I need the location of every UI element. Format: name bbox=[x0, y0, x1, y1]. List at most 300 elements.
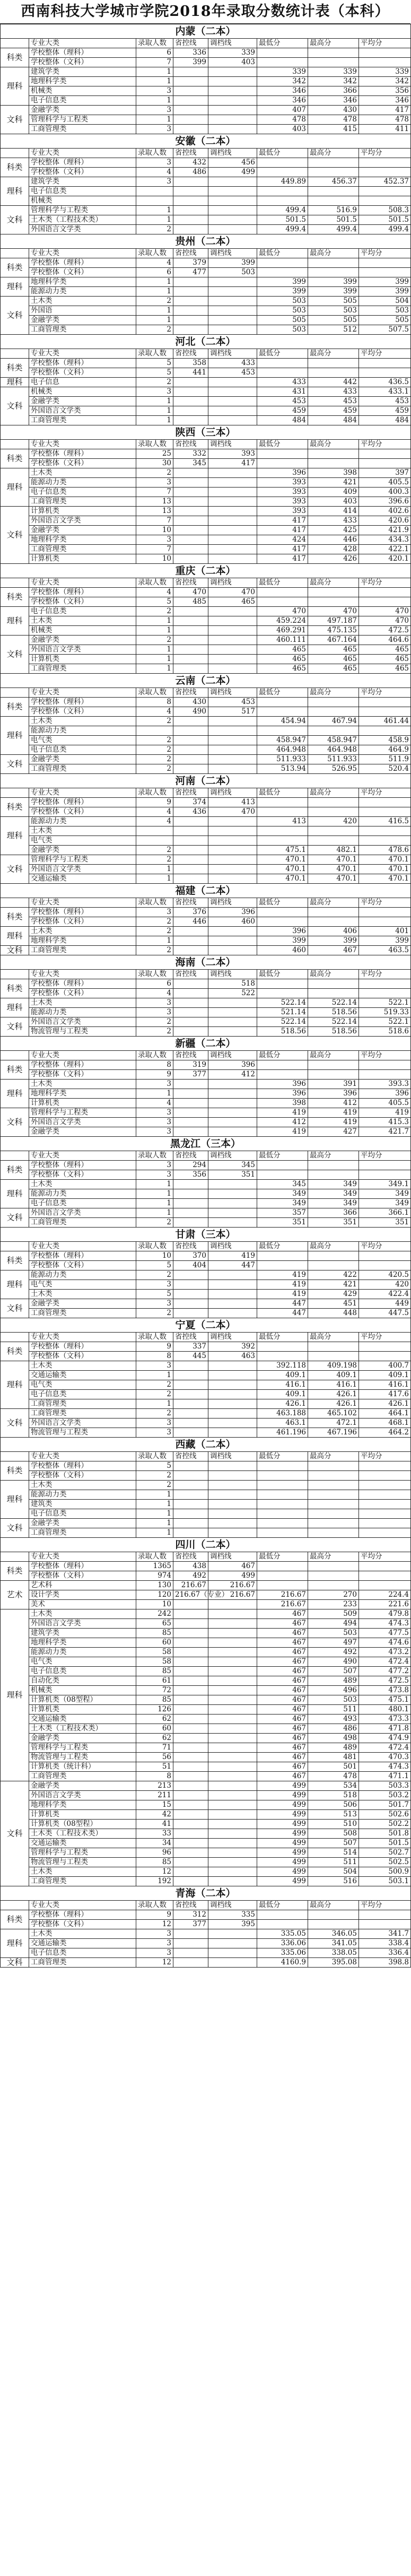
value-cell: 470 bbox=[308, 607, 359, 616]
value-cell: 398.8 bbox=[359, 1958, 411, 1968]
value-cell: 351 bbox=[359, 1218, 411, 1228]
value-cell: 471.1 bbox=[359, 1772, 411, 1781]
value-cell: 339 bbox=[257, 67, 308, 77]
category-cell: 科类 bbox=[1, 158, 29, 177]
column-header: 最低分 bbox=[257, 1151, 308, 1161]
table-row bbox=[1, 526, 411, 535]
column-header: 录取人数 bbox=[136, 788, 173, 798]
major-name-cell: 计算机类 bbox=[29, 507, 136, 516]
value-cell: 411 bbox=[359, 125, 411, 134]
value-cell bbox=[136, 726, 173, 736]
value-cell: 393.3 bbox=[359, 1080, 411, 1089]
value-cell: 504 bbox=[308, 1867, 359, 1877]
value-cell: 475.135 bbox=[308, 626, 359, 636]
value-cell: 422 bbox=[308, 1270, 359, 1280]
value-cell: 342 bbox=[257, 77, 308, 86]
value-cell: 9 bbox=[136, 798, 173, 807]
column-header: 省控线 bbox=[173, 970, 208, 979]
table-row bbox=[1, 946, 411, 955]
value-cell: 213 bbox=[136, 1781, 173, 1791]
value-cell: 216.67 bbox=[208, 1590, 257, 1600]
value-cell: 453 bbox=[208, 368, 257, 378]
value-cell bbox=[208, 1676, 257, 1686]
value-cell bbox=[173, 1958, 208, 1968]
major-name-cell: 电子信息类 bbox=[29, 1948, 136, 1958]
value-cell bbox=[257, 1920, 308, 1929]
major-name-cell: 物流管理与工程类 bbox=[29, 1027, 136, 1037]
value-cell bbox=[173, 1399, 208, 1409]
major-name-cell: 工商管理类 bbox=[29, 1309, 136, 1318]
major-name-cell: 计算机类（统计科） bbox=[29, 1762, 136, 1772]
value-cell: 453 bbox=[308, 397, 359, 406]
value-cell bbox=[257, 698, 308, 707]
value-cell bbox=[173, 1705, 208, 1715]
table-row bbox=[1, 798, 411, 807]
column-header: 平均分 bbox=[359, 249, 411, 258]
value-cell bbox=[208, 1309, 257, 1318]
value-cell bbox=[208, 554, 257, 564]
major-name-cell: 电子信息类 bbox=[29, 187, 136, 196]
value-cell: 460.111 bbox=[257, 636, 308, 645]
column-header: 省控线 bbox=[173, 149, 208, 158]
major-name-cell: 能源动力类 bbox=[29, 1189, 136, 1199]
value-cell bbox=[359, 826, 411, 836]
value-cell: 3 bbox=[136, 1127, 173, 1137]
province-header-row bbox=[1, 955, 411, 970]
table-row bbox=[1, 917, 411, 927]
value-cell bbox=[173, 607, 208, 616]
value-cell bbox=[208, 836, 257, 846]
column-header-row bbox=[1, 1333, 411, 1342]
value-cell: 503 bbox=[308, 306, 359, 316]
table-row bbox=[1, 406, 411, 416]
value-cell: 478 bbox=[308, 1772, 359, 1781]
column-header: 省控线 bbox=[173, 39, 208, 48]
value-cell bbox=[208, 215, 257, 225]
value-cell: 10 bbox=[136, 526, 173, 535]
table-row bbox=[1, 836, 411, 846]
value-cell: 432 bbox=[173, 158, 208, 168]
value-cell bbox=[257, 1562, 308, 1571]
column-header-row bbox=[1, 149, 411, 158]
major-name-cell: 管理科学与工程类 bbox=[29, 1108, 136, 1118]
value-cell bbox=[208, 717, 257, 726]
value-cell bbox=[173, 979, 208, 989]
column-header: 调档线 bbox=[208, 1051, 257, 1060]
value-cell: 413 bbox=[208, 798, 257, 807]
value-cell: 501.5 bbox=[359, 215, 411, 225]
major-name-cell: 土木类（工程技术类） bbox=[29, 1829, 136, 1839]
value-cell: 8 bbox=[136, 698, 173, 707]
value-cell bbox=[208, 325, 257, 335]
value-cell bbox=[173, 1695, 208, 1705]
column-header: 录取人数 bbox=[136, 440, 173, 449]
value-cell bbox=[173, 397, 208, 406]
value-cell bbox=[359, 1060, 411, 1070]
value-cell: 417 bbox=[359, 106, 411, 115]
value-cell: 400.7 bbox=[359, 1361, 411, 1371]
value-cell bbox=[208, 1509, 257, 1519]
major-name-cell: 设计学类 bbox=[29, 1590, 136, 1600]
value-cell: 377 bbox=[173, 1920, 208, 1929]
value-cell bbox=[173, 817, 208, 826]
value-cell: 356 bbox=[359, 86, 411, 96]
table-row bbox=[1, 1829, 411, 1839]
value-cell: 8 bbox=[136, 1772, 173, 1781]
value-cell: 376 bbox=[173, 908, 208, 917]
table-row bbox=[1, 1867, 411, 1877]
value-cell bbox=[359, 1461, 411, 1471]
value-cell bbox=[257, 836, 308, 846]
value-cell: 399 bbox=[257, 277, 308, 287]
value-cell bbox=[208, 1724, 257, 1734]
value-cell: 404 bbox=[173, 1261, 208, 1270]
table-row bbox=[1, 1762, 411, 1772]
value-cell bbox=[257, 459, 308, 468]
value-cell bbox=[208, 67, 257, 77]
value-cell: 502.2 bbox=[359, 1820, 411, 1829]
column-header-row bbox=[1, 1242, 411, 1251]
value-cell: 475.1 bbox=[257, 846, 308, 855]
table-row bbox=[1, 325, 411, 335]
major-name-cell: 建筑学类 bbox=[29, 177, 136, 187]
value-cell: 6 bbox=[136, 48, 173, 58]
value-cell bbox=[173, 655, 208, 664]
value-cell bbox=[173, 77, 208, 86]
value-cell: 478 bbox=[359, 115, 411, 125]
value-cell: 379 bbox=[173, 258, 208, 268]
value-cell: 346 bbox=[359, 96, 411, 106]
column-header: 最低分 bbox=[257, 1452, 308, 1461]
column-header: 最低分 bbox=[257, 1051, 308, 1060]
value-cell bbox=[208, 77, 257, 86]
value-cell: 4 bbox=[136, 989, 173, 998]
column-header-row bbox=[1, 440, 411, 449]
table-row bbox=[1, 1648, 411, 1657]
value-cell bbox=[173, 1199, 208, 1208]
value-cell: 1 bbox=[136, 936, 173, 946]
value-cell: 424 bbox=[257, 535, 308, 545]
value-cell bbox=[308, 1920, 359, 1929]
value-cell: 391 bbox=[308, 1080, 359, 1089]
value-cell: 10 bbox=[136, 1251, 173, 1261]
value-cell bbox=[308, 1910, 359, 1920]
table-row bbox=[1, 1371, 411, 1380]
value-cell bbox=[208, 1471, 257, 1481]
value-cell bbox=[208, 607, 257, 616]
value-cell: 221.6 bbox=[359, 1600, 411, 1609]
category-cell: 科类 bbox=[1, 588, 29, 607]
value-cell: 461.44 bbox=[359, 717, 411, 726]
value-cell bbox=[208, 874, 257, 884]
table-row bbox=[1, 368, 411, 378]
value-cell: 474.3 bbox=[359, 1619, 411, 1629]
value-cell bbox=[208, 1490, 257, 1500]
major-name-cell: 土木类 bbox=[29, 468, 136, 478]
value-cell: 336 bbox=[173, 48, 208, 58]
column-header: 最低分 bbox=[257, 349, 308, 359]
column-header: 最高分 bbox=[308, 788, 359, 798]
table-row bbox=[1, 1753, 411, 1762]
column-header: 录取人数 bbox=[136, 149, 173, 158]
value-cell bbox=[173, 1089, 208, 1099]
major-name-cell: 学校整体（理科） bbox=[29, 1060, 136, 1070]
table-row bbox=[1, 196, 411, 206]
value-cell bbox=[208, 1017, 257, 1027]
value-cell: 2 bbox=[136, 378, 173, 387]
category-header-blank bbox=[1, 1151, 29, 1161]
value-cell bbox=[308, 1571, 359, 1581]
value-cell: 470 bbox=[208, 807, 257, 817]
value-cell bbox=[173, 287, 208, 297]
province-name: 宁夏（二本） bbox=[1, 1318, 411, 1333]
table-row bbox=[1, 1342, 411, 1352]
category-header-blank bbox=[1, 39, 29, 48]
table-row bbox=[1, 1099, 411, 1108]
value-cell: 85 bbox=[136, 1629, 173, 1638]
value-cell bbox=[173, 717, 208, 726]
value-cell: 467 bbox=[257, 1619, 308, 1629]
value-cell: 499 bbox=[208, 1571, 257, 1581]
value-cell: 467 bbox=[257, 1724, 308, 1734]
major-name-cell: 学校整体（理科） bbox=[29, 588, 136, 597]
value-cell: 211 bbox=[136, 1791, 173, 1800]
major-name-cell: 学校整体（文科） bbox=[29, 1920, 136, 1929]
value-cell: 395.08 bbox=[308, 1958, 359, 1968]
category-cell: 理科 bbox=[1, 177, 29, 206]
value-cell: 393 bbox=[208, 449, 257, 459]
column-header: 调档线 bbox=[208, 788, 257, 798]
value-cell: 499 bbox=[257, 1877, 308, 1886]
value-cell bbox=[208, 1380, 257, 1390]
value-cell bbox=[359, 698, 411, 707]
value-cell bbox=[173, 1734, 208, 1743]
major-name-cell: 计算机类 bbox=[29, 1705, 136, 1715]
value-cell bbox=[173, 1839, 208, 1848]
value-cell: 3 bbox=[136, 86, 173, 96]
value-cell: 412 bbox=[208, 1070, 257, 1080]
column-header: 调档线 bbox=[208, 249, 257, 258]
table-row bbox=[1, 664, 411, 674]
value-cell: 2 bbox=[136, 607, 173, 616]
column-header: 录取人数 bbox=[136, 1151, 173, 1161]
major-name-cell: 金融学类 bbox=[29, 1519, 136, 1528]
value-cell: 2 bbox=[136, 1380, 173, 1390]
value-cell bbox=[208, 1127, 257, 1137]
value-cell: 96 bbox=[136, 1848, 173, 1858]
value-cell bbox=[208, 1481, 257, 1490]
table-row bbox=[1, 1571, 411, 1581]
value-cell: 426.1 bbox=[257, 1399, 308, 1409]
value-cell: 514 bbox=[308, 1848, 359, 1858]
major-name-cell: 外国语言文学类 bbox=[29, 1118, 136, 1127]
value-cell: 1 bbox=[136, 1490, 173, 1500]
category-header-blank bbox=[1, 1452, 29, 1461]
value-cell bbox=[308, 1060, 359, 1070]
value-cell: 503 bbox=[208, 268, 257, 277]
table-row bbox=[1, 1629, 411, 1638]
table-row bbox=[1, 1500, 411, 1509]
table-row bbox=[1, 755, 411, 764]
value-cell: 414 bbox=[308, 507, 359, 516]
value-cell bbox=[208, 1399, 257, 1409]
value-cell: 351 bbox=[308, 1218, 359, 1228]
major-name-cell: 学校整体（文科） bbox=[29, 807, 136, 817]
value-cell: 1 bbox=[136, 215, 173, 225]
value-cell bbox=[173, 1791, 208, 1800]
value-cell bbox=[308, 459, 359, 468]
major-name-cell: 地理科学类 bbox=[29, 1089, 136, 1099]
category-cell: 科类 bbox=[1, 908, 29, 927]
value-cell: 399 bbox=[257, 936, 308, 946]
value-cell: 3 bbox=[136, 535, 173, 545]
value-cell: 472.1 bbox=[308, 1418, 359, 1428]
value-cell: 71 bbox=[136, 1743, 173, 1753]
province-name: 重庆（二本） bbox=[1, 564, 411, 578]
column-header: 专业大类 bbox=[29, 1333, 136, 1342]
value-cell: 416.1 bbox=[257, 1380, 308, 1390]
major-name-cell: 机械类 bbox=[29, 86, 136, 96]
value-cell: 499.4 bbox=[257, 206, 308, 215]
value-cell: 85 bbox=[136, 1858, 173, 1867]
value-cell bbox=[208, 1810, 257, 1820]
value-cell: 10 bbox=[136, 1600, 173, 1609]
value-cell: 5 bbox=[136, 1261, 173, 1270]
value-cell bbox=[208, 1948, 257, 1958]
value-cell: 2 bbox=[136, 1027, 173, 1037]
value-cell: 511 bbox=[308, 1705, 359, 1715]
value-cell: 5 bbox=[136, 1290, 173, 1299]
major-name-cell: 管理科学与工程类 bbox=[29, 1848, 136, 1858]
table-row bbox=[1, 488, 411, 497]
value-cell: 409.198 bbox=[308, 1361, 359, 1371]
value-cell: 458.947 bbox=[257, 736, 308, 745]
value-cell: 1 bbox=[136, 1509, 173, 1519]
value-cell: 416.1 bbox=[308, 1380, 359, 1390]
value-cell bbox=[173, 177, 208, 187]
value-cell: 1 bbox=[136, 1189, 173, 1199]
value-cell: 3 bbox=[136, 1161, 173, 1170]
column-header: 调档线 bbox=[208, 149, 257, 158]
province-name: 河南（二本） bbox=[1, 774, 411, 788]
major-name-cell: 交通运输类 bbox=[29, 1839, 136, 1848]
column-header: 平均分 bbox=[359, 1901, 411, 1910]
value-cell: 12 bbox=[136, 1867, 173, 1877]
value-cell bbox=[359, 836, 411, 846]
table-row bbox=[1, 726, 411, 736]
value-cell: 339 bbox=[208, 48, 257, 58]
category-header-blank bbox=[1, 149, 29, 158]
value-cell: 453 bbox=[208, 698, 257, 707]
value-cell bbox=[208, 1290, 257, 1299]
column-header: 平均分 bbox=[359, 1552, 411, 1562]
major-name-cell: 土木类 bbox=[29, 1290, 136, 1299]
major-name-cell: 工商管理类 bbox=[29, 1218, 136, 1228]
major-name-cell: 物流管理与工程类 bbox=[29, 1753, 136, 1762]
value-cell bbox=[257, 588, 308, 597]
column-header: 录取人数 bbox=[136, 1051, 173, 1060]
value-cell: 9 bbox=[136, 1070, 173, 1080]
category-cell: 文科 bbox=[1, 755, 29, 774]
category-cell: 理科 bbox=[1, 927, 29, 946]
value-cell: 342 bbox=[359, 77, 411, 86]
value-cell bbox=[257, 908, 308, 917]
value-cell: 508 bbox=[308, 1829, 359, 1839]
column-header: 最高分 bbox=[308, 1901, 359, 1910]
column-header: 调档线 bbox=[208, 578, 257, 588]
value-cell: 3 bbox=[136, 478, 173, 488]
value-cell bbox=[359, 158, 411, 168]
province-header-row bbox=[1, 1228, 411, 1242]
table-row bbox=[1, 1180, 411, 1189]
value-cell bbox=[173, 836, 208, 846]
value-cell bbox=[257, 826, 308, 836]
table-row bbox=[1, 1958, 411, 1968]
value-cell: 452.37 bbox=[359, 177, 411, 187]
value-cell bbox=[173, 1657, 208, 1667]
table-row bbox=[1, 1199, 411, 1208]
major-name-cell: 学校整体（理科） bbox=[29, 359, 136, 368]
value-cell: 51 bbox=[136, 1762, 173, 1772]
category-cell: 理科 bbox=[1, 67, 29, 106]
value-cell: 507 bbox=[308, 1839, 359, 1848]
value-cell: 3 bbox=[136, 387, 173, 397]
value-cell bbox=[173, 316, 208, 325]
major-name-cell: 地理科学类 bbox=[29, 1638, 136, 1648]
value-cell: 393 bbox=[257, 488, 308, 497]
column-header: 录取人数 bbox=[136, 1901, 173, 1910]
table-row bbox=[1, 1600, 411, 1609]
value-cell: 341.05 bbox=[308, 1939, 359, 1948]
value-cell: 130 bbox=[136, 1581, 173, 1590]
value-cell: 1 bbox=[136, 1199, 173, 1208]
value-cell: 9 bbox=[136, 1910, 173, 1920]
value-cell: 477.5 bbox=[359, 1629, 411, 1638]
value-cell bbox=[208, 645, 257, 655]
value-cell bbox=[173, 826, 208, 836]
value-cell bbox=[173, 855, 208, 865]
value-cell bbox=[173, 215, 208, 225]
value-cell: 438 bbox=[173, 1562, 208, 1571]
value-cell bbox=[208, 1939, 257, 1948]
value-cell bbox=[257, 989, 308, 998]
value-cell bbox=[173, 1008, 208, 1017]
table-row bbox=[1, 115, 411, 125]
value-cell: 472.5 bbox=[359, 1676, 411, 1686]
major-name-cell: 计算机类 bbox=[29, 554, 136, 564]
value-cell: 56 bbox=[136, 1753, 173, 1762]
value-cell bbox=[308, 268, 359, 277]
value-cell: 1 bbox=[136, 664, 173, 674]
value-cell: 467 bbox=[208, 1562, 257, 1571]
table-row bbox=[1, 865, 411, 874]
column-header: 调档线 bbox=[208, 39, 257, 48]
value-cell: 499 bbox=[208, 168, 257, 177]
value-cell bbox=[208, 998, 257, 1008]
major-name-cell: 电气类 bbox=[29, 836, 136, 846]
table-row bbox=[1, 1280, 411, 1290]
value-cell: 336.4 bbox=[359, 1948, 411, 1958]
value-cell: 1 bbox=[136, 1089, 173, 1099]
value-cell: 470.1 bbox=[257, 865, 308, 874]
value-cell: 335 bbox=[208, 1910, 257, 1920]
category-cell: 文科 bbox=[1, 855, 29, 884]
column-header-row bbox=[1, 688, 411, 698]
value-cell: 396 bbox=[257, 468, 308, 478]
major-name-cell: 能源动力类 bbox=[29, 287, 136, 297]
value-cell: 430 bbox=[173, 698, 208, 707]
table-row bbox=[1, 96, 411, 106]
